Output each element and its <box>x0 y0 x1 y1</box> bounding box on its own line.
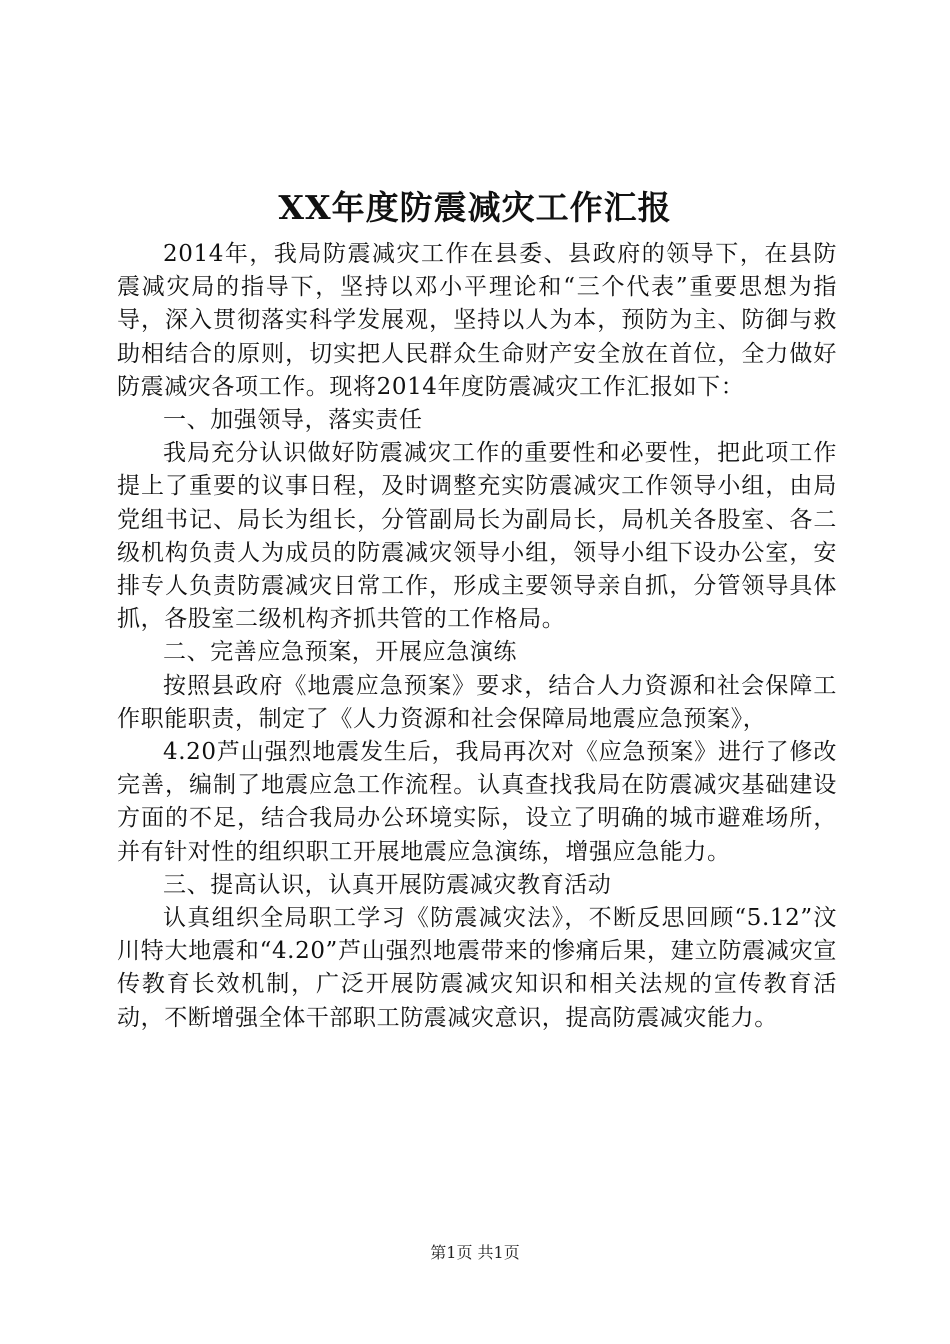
section-heading-2: 二、完善应急预案，开展应急演练 <box>163 639 517 666</box>
page-footer: 第1页 共1页 <box>430 1243 520 1262</box>
section-heading-1: 一、加强领导，落实责任 <box>163 407 423 434</box>
section-1-paragraph: 我局充分认识做好防震减灾工作的重要性和必要性，把此项工作提上了重要的议事日程，及时调整充实防震减灾工作领导小组，由局党组书记、局长为组长，分管副局长为副局长，局机关各股室、各二级机构负责人为成员的防震减灾领导小组，领导小组下设办公室，安排专人负责防震减灾日常工作，形成主要领导亲自抓，分管领导具体抓，各股室二级机构齐抓共管的工作格局。 <box>117 440 837 633</box>
section-2-paragraph-1: 按照县政府《地震应急预案》要求，结合人力资源和社会保障工作职能职责，制定了《人力资源和社会保障局地震应急预案》， <box>117 672 837 732</box>
section-heading-3: 三、提高认识，认真开展防震减灾教育活动 <box>163 871 612 898</box>
section-2-paragraph-2: 4.20芦山强烈地震发生后，我局再次对《应急预案》进行了修改完善，编制了地震应急工作流程。认真查找我局在防震减灾基础建设方面的不足，结合我局办公环境实际，设立了明确的城市避难场所，并有针对性的组织职工开展地震应急演练，增强应急能力。 <box>117 739 837 865</box>
document-title: XX年度防震减灾工作汇报 <box>278 188 672 227</box>
document-body <box>117 238 837 1035</box>
section-3-paragraph: 认真组织全局职工学习《防震减灾法》，不断反思回顾“5.12”汶川特大地震和“4.20”芦山强烈地震带来的惨痛后果，建立防震减灾宣传教育长效机制，广泛开展防震减灾知识和相关法规的宣传教育活动，不断增强全体干部职工防震减灾意识，提高防震减灾能力。 <box>117 905 837 1031</box>
intro-paragraph: 2014年，我局防震减灾工作在县委、县政府的领导下，在县防震减灾局的指导下，坚持以邓小平理论和“三个代表”重要思想为指导，深入贯彻落实科学发展观，坚持以人为本，预防为主、防御与救助相结合的原则，切实把人民群众生命财产安全放在首位，全力做好防震减灾各项工作。现将2014年度防震减灾工作汇报如下： <box>117 241 837 400</box>
